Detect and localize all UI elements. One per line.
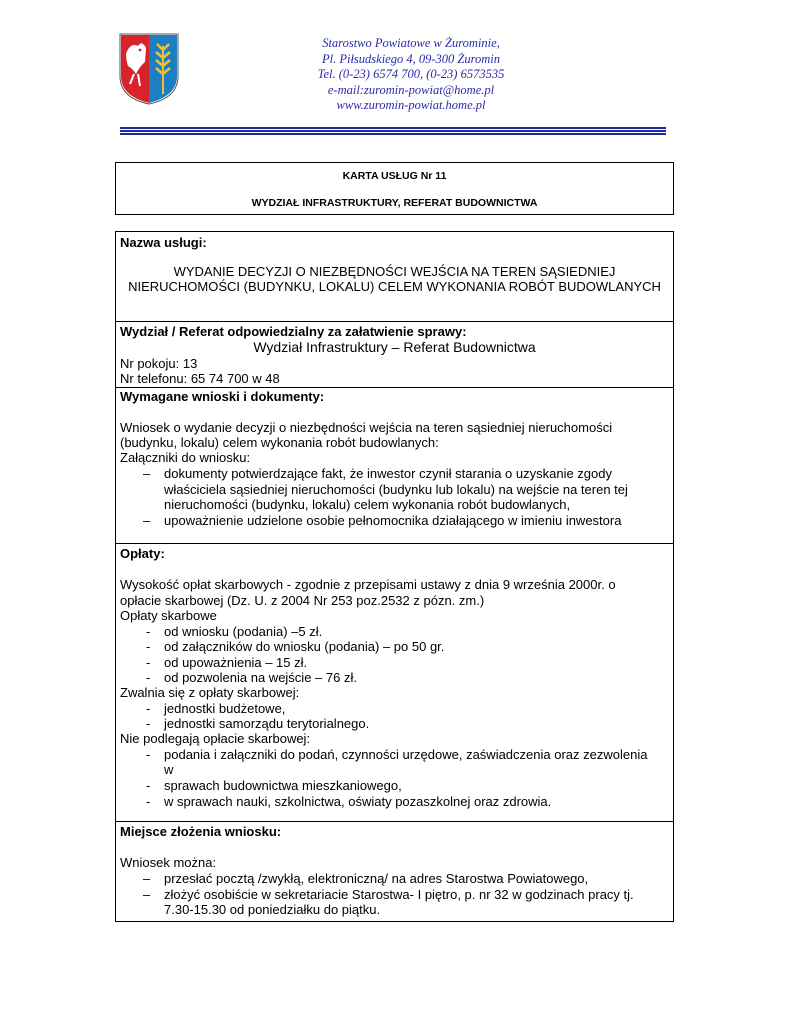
list-bullet: –	[143, 887, 151, 902]
exempt-item: jednostki budżetowe,	[164, 701, 286, 716]
section-divider	[116, 387, 673, 388]
room-number: Nr pokoju: 13	[120, 356, 198, 371]
fees-intro-line2: opłacie skarbowej (Dz. U. z 2004 Nr 253 poz.2532 z pózn. zm.)	[120, 593, 485, 608]
org-email: e-mail:zuromin-powiat@home.pl	[327, 82, 495, 97]
attachment-item-2: upoważnienie udzielone osobie pełnomocnika działającego w imieniu inwestora	[164, 513, 622, 528]
service-card-title-box	[115, 162, 674, 215]
list-bullet: –	[143, 466, 151, 481]
submission-option-2-line1: złożyć osobiście w sekretariacie Starostwa- I piętro, p. nr 32 w godzinach pracy tj.	[164, 887, 634, 902]
service-name-line1: WYDANIE DECYZJI O NIEZBĘDNOŚCI WEJŚCIA NA TEREN SĄSIEDNIEJ	[173, 264, 616, 279]
list-bullet: -	[146, 794, 151, 809]
fees-intro-line1: Wysokość opłat skarbowych - zgodnie z przepisami ustawy z dnia 9 września 2000r. o	[120, 577, 616, 592]
list-bullet: -	[146, 624, 151, 639]
stamp-fee-item: od upoważnienia – 15 zł.	[164, 655, 308, 670]
list-bullet: -	[146, 639, 151, 654]
org-street: Pl. Piłsudskiego 4, 09-300 Żuromin	[321, 51, 500, 66]
stamp-fee-item: od załączników do wniosku (podania) – po 50 gr.	[164, 639, 445, 654]
list-bullet: -	[146, 670, 151, 685]
exempt-item: jednostki samorządu terytorialnego.	[164, 716, 370, 731]
service-name-line2: NIERUCHOMOŚCI (BUDYNKU, LOKALU) CELEM WYKONANIA ROBÓT BUDOWLANYCH	[128, 279, 661, 294]
documents-intro-line1: Wniosek o wydanie decyzji o niezbędności wejścia na teren sąsiedniej nieruchomości	[120, 420, 613, 435]
fees-label: Opłaty:	[120, 546, 165, 561]
list-bullet: -	[146, 778, 151, 793]
attachments-label: Załączniki do wniosku:	[120, 450, 251, 465]
card-department: WYDZIAŁ INFRASTRUKTURY, REFERAT BUDOWNICTWA	[251, 197, 538, 209]
list-bullet: -	[146, 701, 151, 716]
submission-option-1: przesłać pocztą /zwykłą, elektroniczną/ na adres Starostwa Powiatowego,	[164, 871, 589, 886]
not-subject-item-1-line2: w	[164, 762, 174, 777]
header-divider	[120, 127, 666, 135]
list-bullet: -	[146, 716, 151, 731]
service-name-label: Nazwa usługi:	[120, 235, 207, 250]
responsible-label: Wydział / Referat odpowiedzialny za załatwienie sprawy:	[120, 324, 467, 339]
stamp-fees-label: Opłaty skarbowe	[120, 608, 217, 623]
organization-address	[236, 36, 586, 114]
exempt-label: Zwalnia się z opłaty skarbowej:	[120, 685, 300, 700]
section-divider	[116, 321, 673, 322]
org-name: Starostwo Powiatowe w Żurominie,	[322, 36, 500, 50]
documents-label: Wymagane wnioski i dokumenty:	[120, 389, 325, 404]
list-bullet: –	[143, 871, 151, 886]
stamp-fee-item: od wniosku (podania) –5 zł.	[164, 624, 323, 639]
list-bullet: –	[143, 513, 151, 528]
list-bullet: -	[146, 655, 151, 670]
org-website: www.zuromin-powiat.home.pl	[336, 98, 486, 112]
coat-of-arms-logo	[118, 32, 180, 106]
attachment-item-1-line2: właściciela sąsiedniej nieruchomości (budynku lub lokalu) na wejście na teren tej	[164, 482, 628, 497]
section-divider	[116, 543, 673, 544]
not-subject-item-3: w sprawach nauki, szkolnictwa, oświaty pozaszkolnej oraz zdrowia.	[164, 794, 552, 809]
not-subject-item-1-line1: podania i załączniki do podań, czynności urzędowe, zaświadczenia oraz zezwolenia	[164, 747, 648, 762]
submission-label: Miejsce złożenia wniosku:	[120, 824, 282, 839]
submission-intro: Wniosek można:	[120, 855, 217, 870]
card-number: KARTA USŁUG Nr 11	[342, 170, 447, 182]
org-phone: Tel. (0-23) 6574 700, (0-23) 6573535	[317, 67, 505, 81]
submission-option-2-line2: 7.30-15.30 od poniedziałku do piątku.	[164, 902, 381, 917]
documents-intro-line2: (budynku, lokalu) celem wykonania robót budowlanych:	[120, 435, 439, 450]
list-bullet: -	[146, 747, 151, 762]
section-divider	[116, 821, 673, 822]
responsible-unit: Wydział Infrastruktury – Referat Budownictwa	[253, 339, 536, 355]
attachment-item-1-line3: nieruchomości (budynku, lokalu) celem wykonania robót budowlanych,	[164, 497, 571, 512]
attachment-item-1-line1: dokumenty potwierdzające fakt, że inwestor czynił starania o uzyskanie zgody	[164, 466, 612, 481]
not-subject-label: Nie podlegają opłacie skarbowej:	[120, 731, 311, 746]
not-subject-item-2: sprawach budownictwa mieszkaniowego,	[164, 778, 402, 793]
service-card-body	[115, 231, 674, 922]
phone-number: Nr telefonu: 65 74 700 w 48	[120, 371, 280, 386]
stamp-fee-item: od pozwolenia na wejście – 76 zł.	[164, 670, 357, 685]
